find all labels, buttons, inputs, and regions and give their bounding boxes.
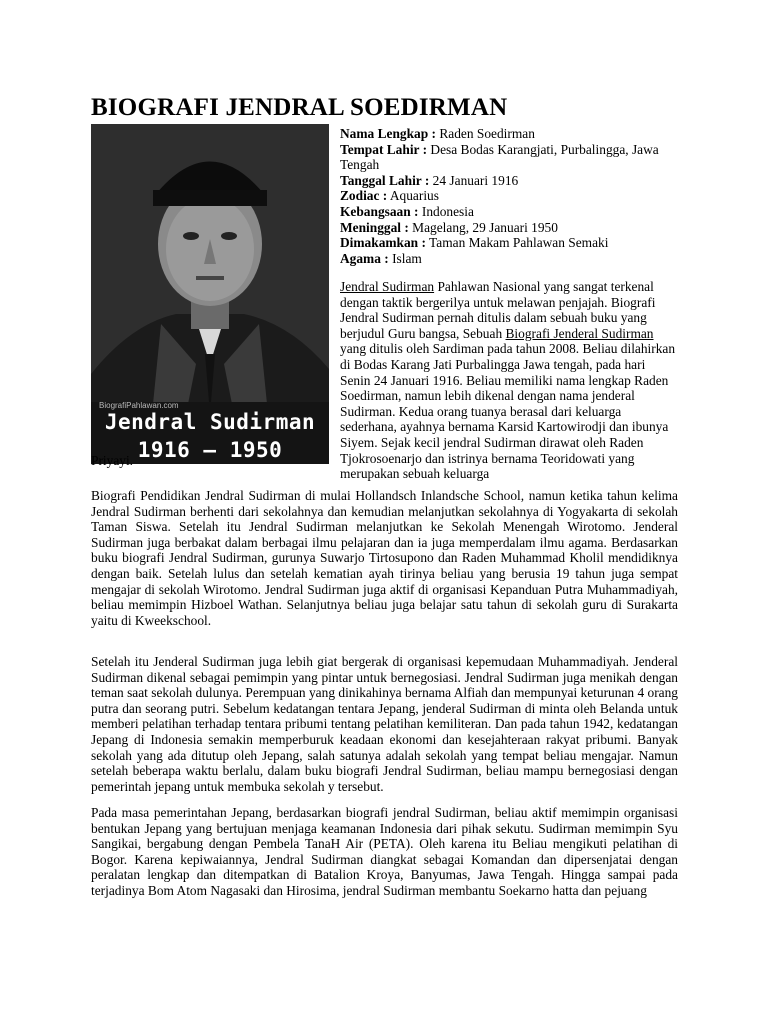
biodata-label: Tanggal Lahir : <box>340 172 430 188</box>
biodata-label: Dimakamkan : <box>340 235 426 251</box>
biodata-value: Islam <box>392 250 422 266</box>
intro-text: Pahlawan Nasional yang sangat terkenal dengan taktik bergerilya untuk melawan penjajah. Biografi Jendral Sudirman pernah ditulis dalam sebuah buku yang berjudul Guru bangsa, Sebuah <box>340 279 656 341</box>
biodata-value: Indonesia <box>421 203 474 219</box>
biodata-value: Raden Soedirman <box>439 126 535 141</box>
paragraph-muhammadiyah: Setelah itu Jenderal Sudirman juga lebih giat bergerak di organisasi kepemudaan Muhammadiyah. Jenderal Sudirman dikenal sebagai pemimpin yang pintar untuk bernegosiasi. Jendral Sudirman juga menikah dengan teman saat sekolah dulunya. Perempuan yang dinikahinya bernama Alfiah dan mempunyai keturunan 4 orang putra dan seorang putri. Sebelum kedatangan tentara Jepang, jenderal Sudirman di minta oleh Belanda untuk memberi pelatihan terhadap tentara pribumi tentang pelatihan kemiliteran. Dan pada tahun 1942, kedatangan Jepang di Indonesia semakin memperburuk keadaan ekonomi dan kesejahteraan rakyat pribumi. Banyak sekolah yang ada ditutup oleh Jepang, salah satunya adalah sekolah yang tempat beliau mengajar. Namun setelah beberapa waktu berlalu, dalam buku biografi Jendral Sudirman, beliau mampu bernegosiasi dengan pemerintah jepang untuk membuka sekolah y tersebut. <box>91 654 678 794</box>
paragraph-education: Biografi Pendidikan Jendral Sudirman di mulai Hollandsch Inlandsche School, namun ketika tahun kelima Jendral Sudirman berhenti dari sekolahnya dan kemudian melanjutkan sekolahnya di Yogyakarta di sekolah Taman Siswa. Setelah itu Jendral Sudirman melanjutkan ke Sekolah Menengah Wirotomo. Jenderal Sudirman juga berbakat dalam berbagai ilmu pelajaran dan ia juga memperdalam ilmu agama. Berdasarkan buku biografi Jendral Sudirman, gurunya Suwarjo Tirtosupono dan Raden Muhammad Kholil mendidiknya dengan baik. Setelah lulus dan setelah kematian ayah tirinya beliau yang berusia 19 tahun juga sempat mengajar di sekolah Wirotomo. Jendral Sudirman juga aktif di organisasi Kepanduan Putra Muhammadiyah, beliau memimpin Hizboel Wathan. Selanjutnya beliau juga belajar satu tahun di sekolah guru di Surakarta yaitu di Kweekschool. <box>91 488 678 628</box>
link-jendral-sudirman[interactable]: Jendral Sudirman <box>340 279 435 294</box>
biodata-row <box>340 142 670 173</box>
biodata-row <box>340 235 670 251</box>
biodata-value: Desa Bodas Karangjati, Purbalingga, Jawa Tengah <box>340 141 659 173</box>
biodata-row <box>340 220 670 236</box>
biodata-label: Kebangsaan : <box>340 203 419 219</box>
photo-caption-name: Jendral Sudirman <box>104 410 316 434</box>
biodata-value: Aquarius <box>389 188 439 204</box>
biodata-row <box>340 251 670 267</box>
biodata-label: Nama Lengkap : <box>340 126 436 141</box>
biodata-label: Tempat Lahir : <box>340 141 428 157</box>
biodata-row <box>340 126 670 142</box>
intro-text: yang ditulis oleh Sardiman pada tahun 2008. Beliau dilahirkan di Bodas Karang Jati Purbalingga Jawa tengah, pada hari Senin 24 Januari 1916. Beliau memiliki nama lengkap Raden Soedirman, namun lebih dikenal dengan nama jenderal Sudirman. Kedua orang tuanya berasal dari keluarga sederhana, ayahnya bernama Karsid Kartowirodji dan ibunya Siyem. Sejak kecil jendral Sudirman dirawat oleh Raden Tjokrosoenarjo dan istrinya bernama Teoridowati yang merupakan sebuah keluarga <box>340 341 676 482</box>
biodata-value: Magelang, 29 Januari 1950 <box>412 219 558 235</box>
intro-paragraph <box>340 279 678 482</box>
link-biografi-jenderal-sudirman[interactable]: Biografi Jenderal Sudirman <box>505 325 654 341</box>
biodata-row <box>340 204 670 220</box>
biodata-row <box>340 188 670 204</box>
biodata-label: Zodiac : <box>340 188 388 204</box>
paragraph-japan-era: Pada masa pemerintahan Jepang, berdasarkan biografi jendral Sudirman, beliau aktif memimpin organisasi bentukan Jepang yang bertujuan menjaga keamanan Indonesia dari pihak sekutu. Sudirman memimpin Syu Sangikai, bergabung dengan Pembela TanaH Air (PETA). Oleh karena itu Beliau mengikuti pelatihan di Bogor. Karena kepiwaiannya, Jendral Sudirman diangkat sebagai Komandan dan dipersenjatai dengan peralatan lengkap dan ditempatkan di Batalion Kroya, Banyumas, Jawa Tengah. Hingga sampai pada terjadinya Bom Atom Nagasaki dan Hirosima, jendral Sudirman membantu Soekarno hatta dan pejuang <box>91 805 678 898</box>
portrait-photo <box>91 124 329 464</box>
biodata-label: Agama : <box>340 250 389 266</box>
photo-caption-years: 1916 – 1950 <box>137 438 283 462</box>
biodata-value: 24 Januari 1916 <box>432 172 519 188</box>
biodata-row <box>340 173 670 189</box>
intro-tail: Priyayi. <box>91 453 134 468</box>
page-title: BIOGRAFI JENDRAL SOEDIRMAN <box>91 94 508 121</box>
biodata-value: Taman Makam Pahlawan Semaki <box>429 235 609 251</box>
biodata-list <box>340 126 670 266</box>
photo-credit: BiografiPahlawan.com <box>99 401 179 410</box>
biodata-label: Meninggal : <box>340 219 409 235</box>
